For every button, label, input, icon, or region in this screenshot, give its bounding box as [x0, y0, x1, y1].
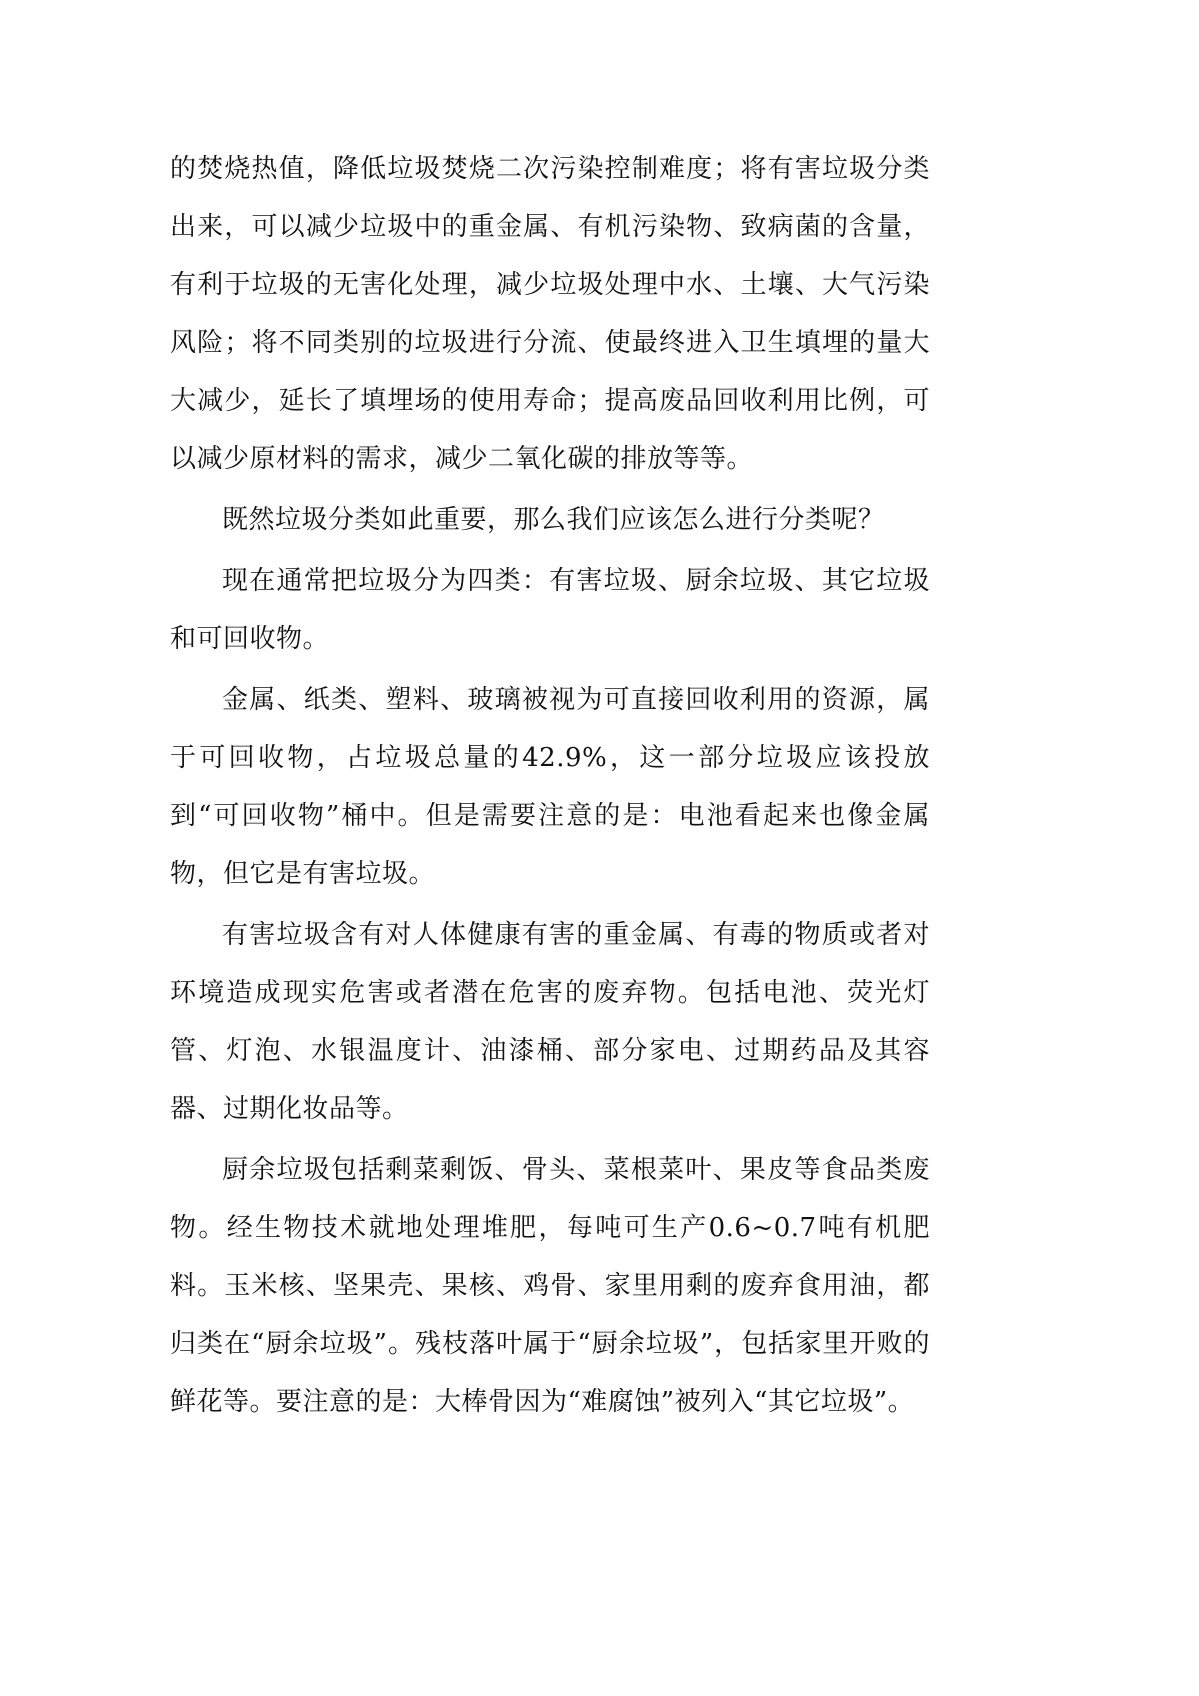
paragraph-5: 有害垃圾含有对人体健康有害的重金属、有毒的物质或者对环境造成现实危害或者潜在危害的废弃物。包括电池、荧光灯管、灯泡、水银温度计、油漆桶、部分家电、过期药品及其容器、过期化妆品等。: [170, 920, 930, 1124]
paragraph-1: 的焚烧热值，降低垃圾焚烧二次污染控制难度；将有害垃圾分类出来，可以减少垃圾中的重金属、有机污染物、致病菌的含量，有利于垃圾的无害化处理，减少垃圾处理中水、土壤、大气污染风险；将不同类别的垃圾进行分流、使最终进入卫生填埋的量大大减少，延长了填埋场的使用寿命；提高废品回收利用比例，可以减少原材料的需求，减少二氧化碳的排放等等。: [170, 154, 930, 474]
paragraph-3: 现在通常把垃圾分为四类：有害垃圾、厨余垃圾、其它垃圾和可回收物。: [170, 566, 930, 654]
paragraph-4: 金属、纸类、塑料、玻璃被视为可直接回收利用的资源，属于可回收物，占垃圾总量的42.9%，这一部分垃圾应该投放到“可回收物”桶中。但是需要注意的是：电池看起来也像金属物，但它是有害垃圾。: [170, 685, 930, 889]
paragraph-2: 既然垃圾分类如此重要，那么我们应该怎么进行分类呢？: [222, 505, 885, 535]
paragraph-6: 厨余垃圾包括剩菜剩饭、骨头、菜根菜叶、果皮等食品类废物。经生物技术就地处理堆肥，每吨可生产0.6~0.7吨有机肥料。玉米核、坚果壳、果核、鸡骨、家里用剩的废弃食用油，都归类在“厨余垃圾”。残枝落叶属于“厨余垃圾”，包括家里开败的鲜花等。要注意的是：大棒骨因为“难腐蚀”被列入“其它垃圾”。: [170, 1155, 930, 1417]
document-body: [170, 140, 930, 1434]
